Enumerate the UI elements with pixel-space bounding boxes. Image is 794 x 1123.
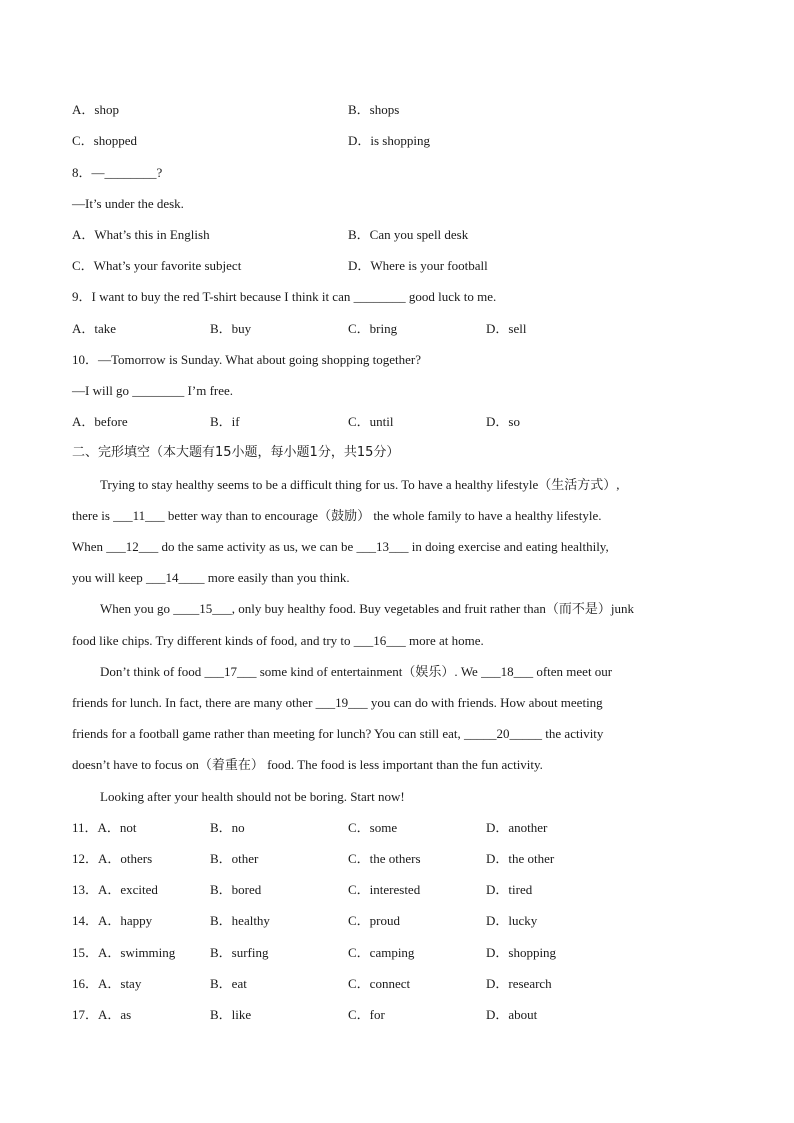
q9-option-c: C．bring xyxy=(348,321,398,336)
cloze-15-option-b: B．surfing xyxy=(210,945,269,960)
q7-option-d: D．is shopping xyxy=(348,133,430,148)
q7-option-a: A．shop xyxy=(72,102,119,117)
cloze-13-option-a: 13．A．excited xyxy=(72,882,158,897)
q7-option-b: B．shops xyxy=(348,102,400,117)
q10-option-a: A．before xyxy=(72,414,128,429)
passage-line: friends for a football game rather than meeting for lunch? You can still eat, _____20_____ the activity xyxy=(72,726,604,741)
passage-line: you will keep ___14____ more easily than you think. xyxy=(72,570,350,585)
q9-option-a: A．take xyxy=(72,321,117,336)
q9-option-d: D．sell xyxy=(486,321,527,336)
q9-option-b: B．buy xyxy=(210,321,252,336)
cloze-12-option-a: 12．A．others xyxy=(72,851,153,866)
q8-option-b: B．Can you spell desk xyxy=(348,227,469,242)
cloze-12-option-c: C．the others xyxy=(348,851,421,866)
q7-option-c: C．shopped xyxy=(72,133,138,148)
q9-question: 9．I want to buy the red T-shirt because I think it can ________ good luck to me. xyxy=(72,289,497,304)
passage-line: When ___12___ do the same activity as us, we can be ___13___ in doing exercise and eating healthily, xyxy=(72,539,609,554)
q10-option-b: B．if xyxy=(210,414,240,429)
q8-option-a: A．What’s this in English xyxy=(72,227,210,242)
cloze-17-option-a: 17．A．as xyxy=(72,1007,132,1022)
cloze-16-option-c: C．connect xyxy=(348,976,411,991)
cloze-14-option-c: C．proud xyxy=(348,913,401,928)
cloze-17-option-c: C．for xyxy=(348,1007,385,1022)
q8-answer: —It’s under the desk. xyxy=(72,196,184,211)
q10-option-d: D．so xyxy=(486,414,520,429)
q8-question: 8．—________? xyxy=(72,165,163,180)
cloze-13-option-d: D．tired xyxy=(486,882,533,897)
cloze-17-option-b: B．like xyxy=(210,1007,252,1022)
q8-option-c: C．What’s your favorite subject xyxy=(72,258,242,273)
section-heading: 二、完形填空（本大题有15小题，每小题1分，共15分） xyxy=(72,445,400,460)
cloze-15-option-c: C．camping xyxy=(348,945,415,960)
cloze-14-option-a: 14．A．happy xyxy=(72,913,153,928)
passage-line: Looking after your health should not be boring. Start now! xyxy=(100,789,405,804)
cloze-11-option-c: C．some xyxy=(348,820,398,835)
cloze-12-option-d: D．the other xyxy=(486,851,555,866)
q10-answer: —I will go ________ I’m free. xyxy=(72,383,234,398)
cloze-16-option-b: B．eat xyxy=(210,976,247,991)
q8-option-d: D．Where is your football xyxy=(348,258,488,273)
passage-line: doesn’t have to focus on（着重在） food. The food is less important than the fun activity. xyxy=(72,757,543,772)
cloze-11-option-d: D．another xyxy=(486,820,548,835)
cloze-14-option-d: D．lucky xyxy=(486,913,538,928)
cloze-16-option-d: D．research xyxy=(486,976,552,991)
passage-line: When you go ____15___, only buy healthy food. Buy vegetables and fruit rather than（而不是）junk xyxy=(100,601,634,616)
q10-question: 10．—Tomorrow is Sunday. What about going shopping together? xyxy=(72,352,421,367)
cloze-13-option-b: B．bored xyxy=(210,882,262,897)
q10-option-c: C．until xyxy=(348,414,394,429)
cloze-14-option-b: B．healthy xyxy=(210,913,270,928)
cloze-13-option-c: C．interested xyxy=(348,882,421,897)
passage-line: Don’t think of food ___17___ some kind of entertainment（娱乐）. We ___18___ often meet our xyxy=(100,664,613,679)
cloze-15-option-a: 15．A．swimming xyxy=(72,945,176,960)
cloze-17-option-d: D．about xyxy=(486,1007,538,1022)
passage-line: Trying to stay healthy seems to be a difficult thing for us. To have a healthy lifestyle（生活方式）, xyxy=(100,477,620,492)
cloze-11-option-a: 11．A．not xyxy=(72,820,137,835)
cloze-16-option-a: 16．A．stay xyxy=(72,976,142,991)
cloze-15-option-d: D．shopping xyxy=(486,945,557,960)
cloze-12-option-b: B．other xyxy=(210,851,259,866)
cloze-11-option-b: B．no xyxy=(210,820,245,835)
passage-line: food like chips. Try different kinds of food, and try to ___16___ more at home. xyxy=(72,633,484,648)
passage-line: there is ___11___ better way than to encourage（鼓励） the whole family to have a healthy lifestyle. xyxy=(72,508,602,523)
passage-line: friends for lunch. In fact, there are many other ___19___ you can do with friends. How about meeting xyxy=(72,695,603,710)
